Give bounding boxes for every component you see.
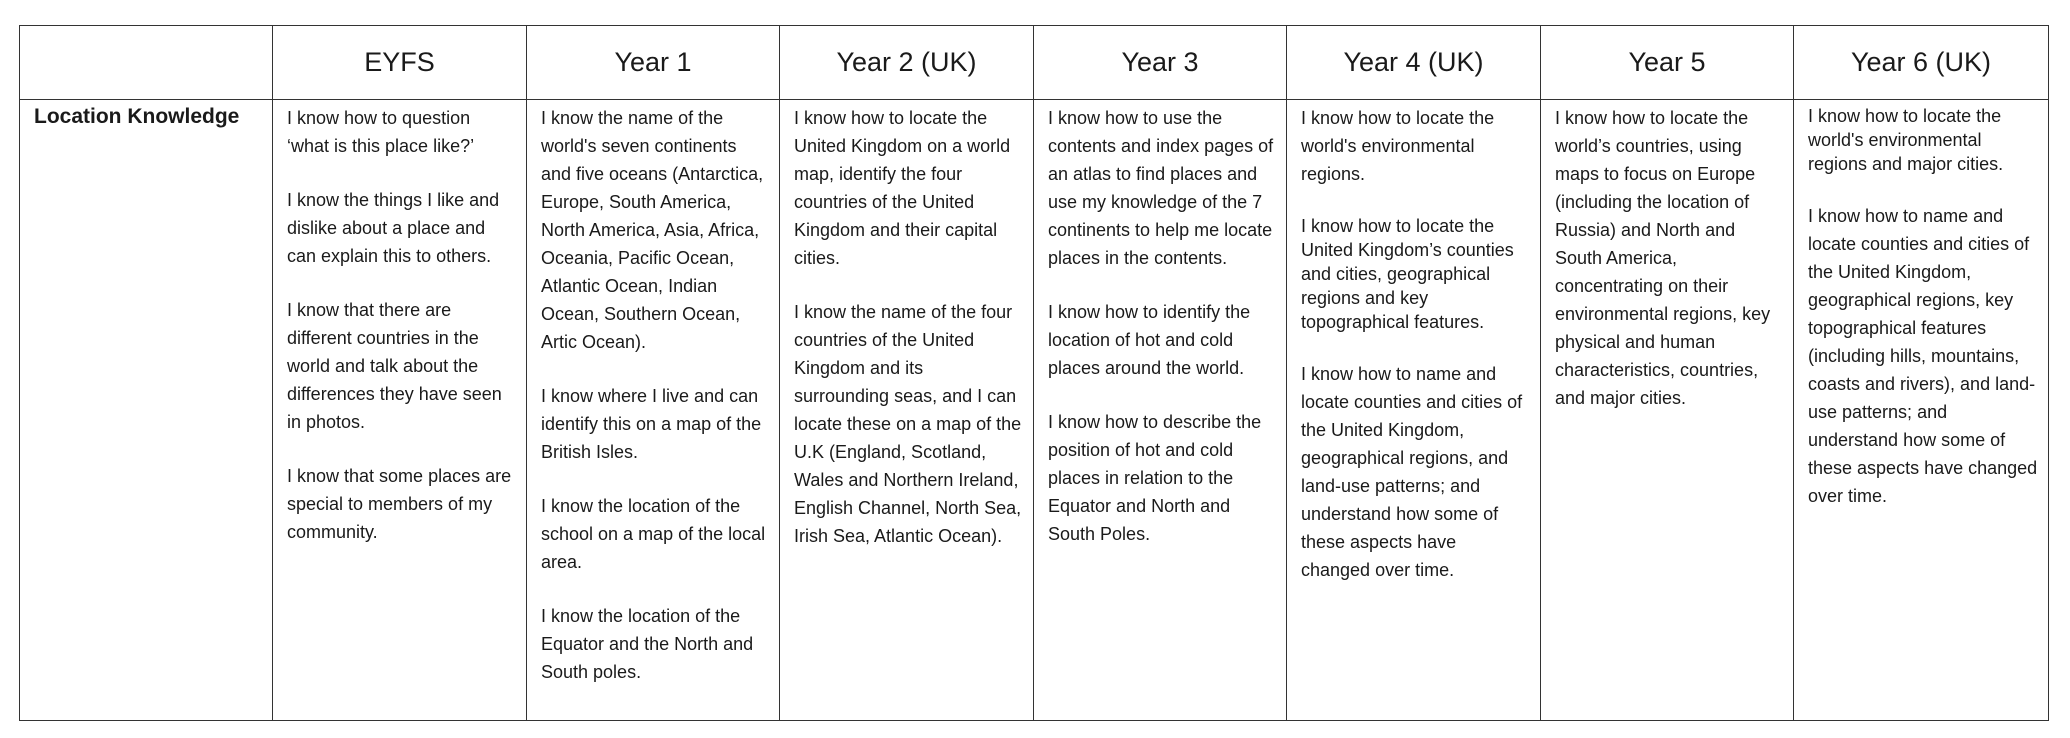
header-cell-year-3: Year 3 — [1034, 26, 1287, 100]
cell-paragraph: I know how to locate the world’s countries, using maps to focus on Europe (including the location of Russia) and North and South America, concentrating on their environmental regions, key physical and human characteristics, countries, and major cities. — [1555, 108, 1771, 408]
cell-paragraph: I know how to identify the location of hot and cold places around the world. — [1048, 302, 1251, 378]
cell-paragraph: I know how to locate the United Kingdom on a world map, identify the four countries of the United Kingdom and their capital cities. — [794, 108, 1011, 268]
cell-paragraph: I know the location of the school on a map of the local area. — [541, 496, 766, 572]
header-cell-year-2: Year 2 (UK) — [780, 26, 1034, 100]
cell-year-3 — [1034, 100, 1287, 721]
header-cell-year-1: Year 1 — [527, 26, 780, 100]
cell-paragraph: I know how to describe the position of hot and cold places in relation to the Equator and North and South Poles. — [1048, 412, 1262, 544]
cell-paragraph: I know where I live and can identify this on a map of the British Isles. — [541, 386, 762, 462]
curriculum-table — [19, 25, 2049, 721]
header-cell-year-6: Year 6 (UK) — [1794, 26, 2049, 100]
cell-eyfs — [273, 100, 527, 721]
cell-paragraph: I know that there are different countries in the world and talk about the differences they have seen in photos. — [287, 300, 502, 432]
cell-paragraph: I know the things I like and dislike about a place and can explain this to others. — [287, 190, 500, 266]
header-cell-year-5: Year 5 — [1541, 26, 1794, 100]
cell-paragraph: I know how to locate the United Kingdom’s counties and cities, geographical regions and key topographical features. — [1301, 216, 1514, 332]
cell-paragraph: I know the name of the four countries of the United Kingdom and its surrounding seas, and I can locate these on a map of the U.K (England, Scotland, Wales and Northern Ireland, English Channel, North Sea, Irish Sea, Atlantic Ocean). — [794, 302, 1022, 546]
cell-paragraph: I know how to name and locate counties and cities of the United Kingdom, geographical regions, and land-use patterns; and understand how some of these aspects have changed over time. — [1301, 364, 1523, 580]
header-cell-eyfs: EYFS — [273, 26, 527, 100]
cell-paragraph: I know that some places are special to members of my community. — [287, 466, 512, 542]
header-cell-year-4: Year 4 (UK) — [1287, 26, 1541, 100]
cell-year-4 — [1287, 100, 1541, 721]
cell-paragraph: I know how to locate the world's environmental regions and major cities. — [1808, 106, 2004, 174]
header-cell-empty — [20, 26, 273, 100]
header-row — [20, 26, 2049, 100]
cell-paragraph: I know how to locate the world's environmental regions. — [1301, 108, 1495, 184]
cell-paragraph: I know the name of the world's seven continents and five oceans (Antarctica, Europe, South America, North America, Asia, Africa, Oceania, Pacific Ocean, Atlantic Ocean, Indian Ocean, Southern Ocean, Artic Ocean). — [541, 108, 764, 352]
location-knowledge-row — [20, 100, 2049, 721]
cell-paragraph: I know how to name and locate counties and cities of the United Kingdom, geographical regions, key topographical features (including hills, mountains, coasts and rivers), and land-use patterns; and understand how some of these aspects have changed over time. — [1808, 206, 2038, 506]
cell-year-2 — [780, 100, 1034, 721]
cell-year-1 — [527, 100, 780, 721]
cell-year-6 — [1794, 100, 2049, 721]
cell-paragraph: I know how to question ‘what is this place like?’ — [287, 108, 475, 156]
row-label: Location Knowledge — [20, 100, 273, 721]
cell-paragraph: I know the location of the Equator and the North and South poles. — [541, 606, 754, 682]
cell-paragraph: I know how to use the contents and index pages of an atlas to find places and use my knowledge of the 7 continents to help me locate places in the contents. — [1048, 108, 1274, 268]
cell-year-5 — [1541, 100, 1794, 721]
